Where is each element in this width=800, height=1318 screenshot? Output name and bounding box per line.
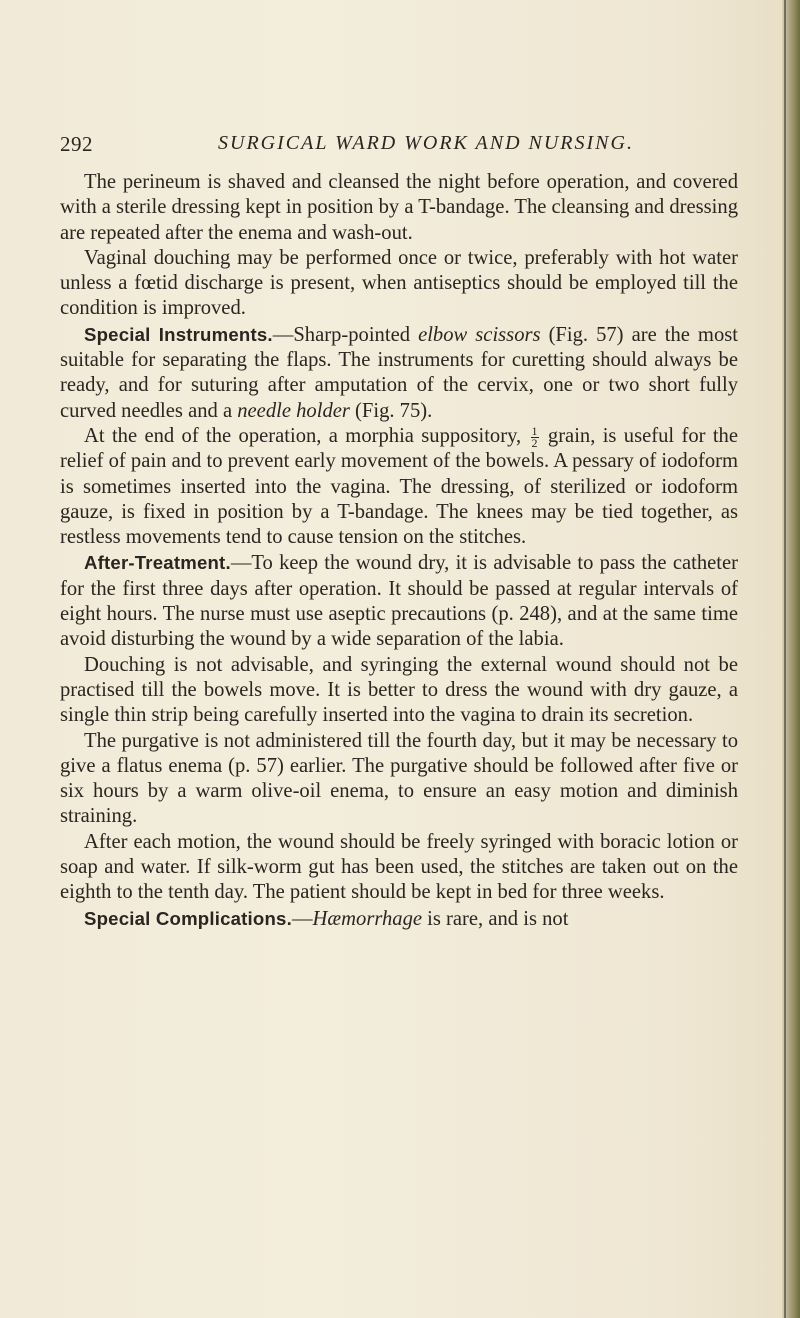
text-run: is rare, and is not	[422, 907, 569, 930]
paragraph-special-complications	[60, 906, 738, 932]
text-run: —Sharp-pointed	[272, 323, 419, 346]
section-heading: Special Instruments.	[84, 323, 273, 345]
paragraph-vaginal-douching: Vaginal douching may be performed once or twice, preferably with hot water unless a fœtid discharge is present, when antiseptics should be employed till the condition is improved.	[60, 246, 738, 320]
paragraph-special-instruments	[60, 322, 738, 424]
paragraph-perineum: The perineum is shaved and cleansed the night before operation, and covered with a sterile dressing kept in position by a T-bandage. The cleansing and dressing are repeated after the enema and wash-out.	[60, 171, 738, 244]
paragraph-after-motion: After each motion, the wound should be freely syringed with boracic lotion or soap and water. If silk-worm gut has been used, the stitches are taken out on the eighth to the tenth day. The patient should be kept in bed for three weeks.	[60, 830, 738, 904]
paragraph-end-of-operation	[60, 424, 738, 550]
section-heading: After-Treatment.	[84, 552, 231, 574]
page-body	[60, 170, 738, 932]
page-number: 292	[60, 132, 93, 156]
running-title: SURGICAL WARD WORK AND NURSING.	[218, 132, 634, 154]
text-run: (Fig. 57) are the most suitable for separating the flaps. The instruments for curetting should always be ready, and for suturing after amputation of the cervix, one or two short fully curved needles and a	[60, 323, 738, 422]
italic-term: elbow scissors	[418, 323, 541, 346]
text-run: —	[291, 907, 313, 930]
page-header	[60, 132, 740, 162]
paragraph-douching: Douching is not advisable, and syringing the external wound should not be practised till the bowels move. It is better to dress the wound with dry gauze, a single thin strip being carefully inserted into the vagina to drain its secretion.	[60, 653, 738, 727]
text-run: (Fig. 75).	[349, 399, 433, 422]
page-edge-line	[784, 0, 786, 1318]
text-run: grain, is useful for the relief of pain and to prevent early movement of the bowels. A pessary of iodoform is sometimes inserted into the vagina. The dressing, of sterilized or iodoform gauze, is fixed in position by a T-bandage. The knees may be tied together, as restless movements tend to cause tension on the stitches.	[60, 424, 738, 549]
paragraph-purgative: The purgative is not administered till the fourth day, but it may be necessary to give a flatus enema (p. 57) earlier. The purgative should be followed after five or six hours by a warm olive-oil enema, to ensure an easy motion and diminish straining.	[60, 729, 738, 828]
paragraph-after-treatment	[60, 550, 738, 652]
text-run: —To keep the wound dry, it is advisable to pass the catheter for the first three days after operation. It should be passed at regular intervals of eight hours. The nurse must use aseptic precautions (p. 248), and at the same time avoid disturbing the wound by a wide separation of the labia.	[60, 552, 738, 651]
fraction-numerator: 1	[531, 423, 538, 438]
text-run: At the end of the operation, a morphia suppository,	[84, 424, 529, 447]
fraction-denominator: 2	[531, 435, 538, 450]
section-heading: Special Complications.	[84, 907, 292, 929]
fraction	[531, 423, 539, 450]
italic-term: needle holder	[237, 399, 350, 422]
italic-term: Hæmorrhage	[312, 907, 423, 930]
